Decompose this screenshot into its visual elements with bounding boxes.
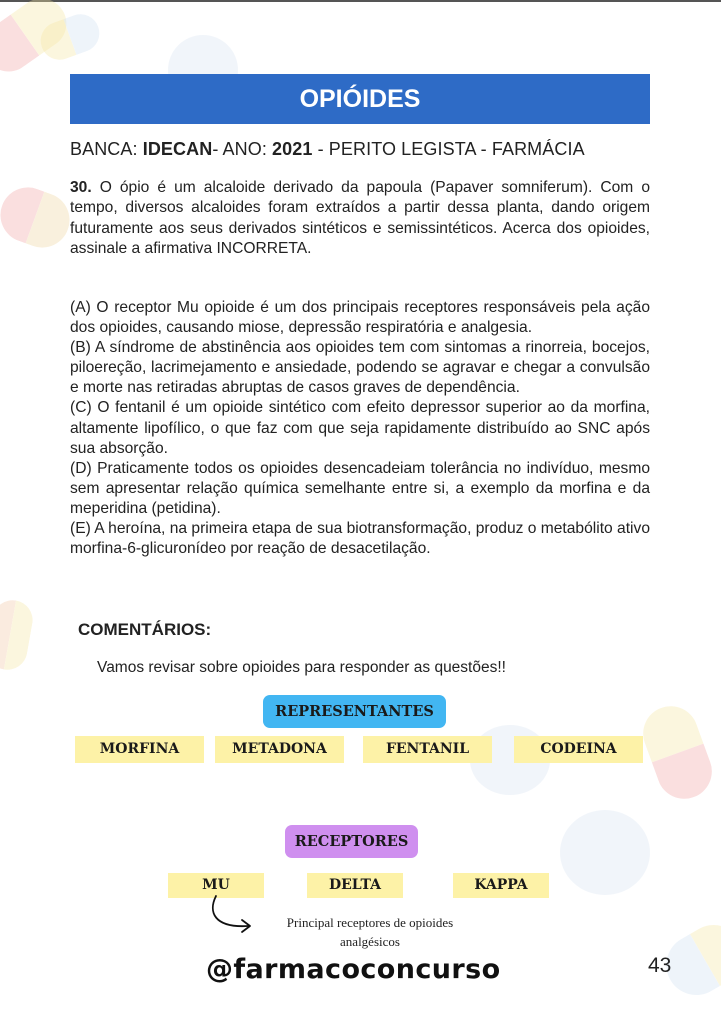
exam-info — [70, 139, 670, 160]
chip-metadona: METADONA — [215, 736, 344, 763]
chip-kappa: KAPPA — [453, 873, 549, 898]
pill-decoration — [635, 698, 719, 806]
option-d: (D) Praticamente todos os opioides desencadeiam tolerância no indivíduo, mesmo sem apresentar relação química semelhante entre si, a exemplo da morfina e da meperidina (petidina). — [70, 459, 650, 517]
answer-options — [70, 298, 650, 559]
pill-decoration — [0, 180, 77, 256]
receptor-note-line2: analgésicos — [340, 934, 400, 949]
social-handle: @farmacoconcurso — [206, 954, 501, 985]
option-e: (E) A heroína, na primeira etapa de sua biotransformação, produz o metabólito ativo morfina-6-glicuronídeo por reação de desacetilação. — [70, 520, 650, 558]
receptores-label: RECEPTORES — [285, 825, 418, 858]
chip-fentanil: FENTANIL — [363, 736, 492, 763]
banca-org: IDECAN — [142, 139, 213, 159]
page-title: OPIÓIDES — [70, 74, 650, 124]
option-a: (A) O receptor Mu opioide é um dos principais receptores responsáveis pela ação dos opioides, causando miose, depressão respiratória e analgesia. — [70, 299, 650, 337]
exam-year: 2021 — [272, 139, 313, 159]
chip-mu: MU — [168, 873, 264, 898]
chip-codeina: CODEINA — [514, 736, 643, 763]
question-number: 30. — [70, 179, 92, 196]
chip-delta: DELTA — [307, 873, 403, 898]
top-border — [0, 0, 721, 2]
option-b: (B) A síndrome de abstinência aos opioides tem com sintomas a rinorreia, bocejos, piloereção, lacrimejamento e ansiedade, podendo se agravar e chegar a convulsão e morte nas retiradas abruptas de casos graves de dependência. — [70, 339, 650, 397]
chip-morfina: MORFINA — [75, 736, 204, 763]
comments-heading: COMENTÁRIOS: — [78, 620, 212, 639]
receptor-note-line1: Principal receptores de opioides — [286, 915, 454, 930]
question-text — [70, 178, 650, 260]
ano-label: - ANO: — [212, 139, 273, 159]
tablet-decoration — [560, 810, 650, 895]
exam-role: - PERITO LEGISTA - FARMÁCIA — [312, 139, 585, 159]
comments-intro: Vamos revisar sobre opioides para responder as questões!! — [97, 659, 506, 676]
pill-decoration — [0, 597, 36, 673]
page-number: 43 — [648, 954, 672, 977]
option-c: (C) O fentanil é um opioide sintético com efeito depressor superior ao da morfina, altamente lipofílico, o que faz com que seja rapidamente distribuído ao SNC após sua absorção. — [70, 399, 650, 457]
receptor-note — [255, 913, 485, 951]
question-body: O ópio é um alcaloide derivado da papoula (Papaver somniferum). Com o tempo, diversos alcaloides foram extraídos a partir dessa planta, dando origem futuramente aos seus derivados sintéticos e semissintéticos. Acerca dos opioides, assinale a afirmativa INCORRETA. — [70, 179, 650, 258]
banca-label: BANCA: — [70, 139, 143, 159]
representantes-label: REPRESENTANTES — [263, 695, 446, 728]
